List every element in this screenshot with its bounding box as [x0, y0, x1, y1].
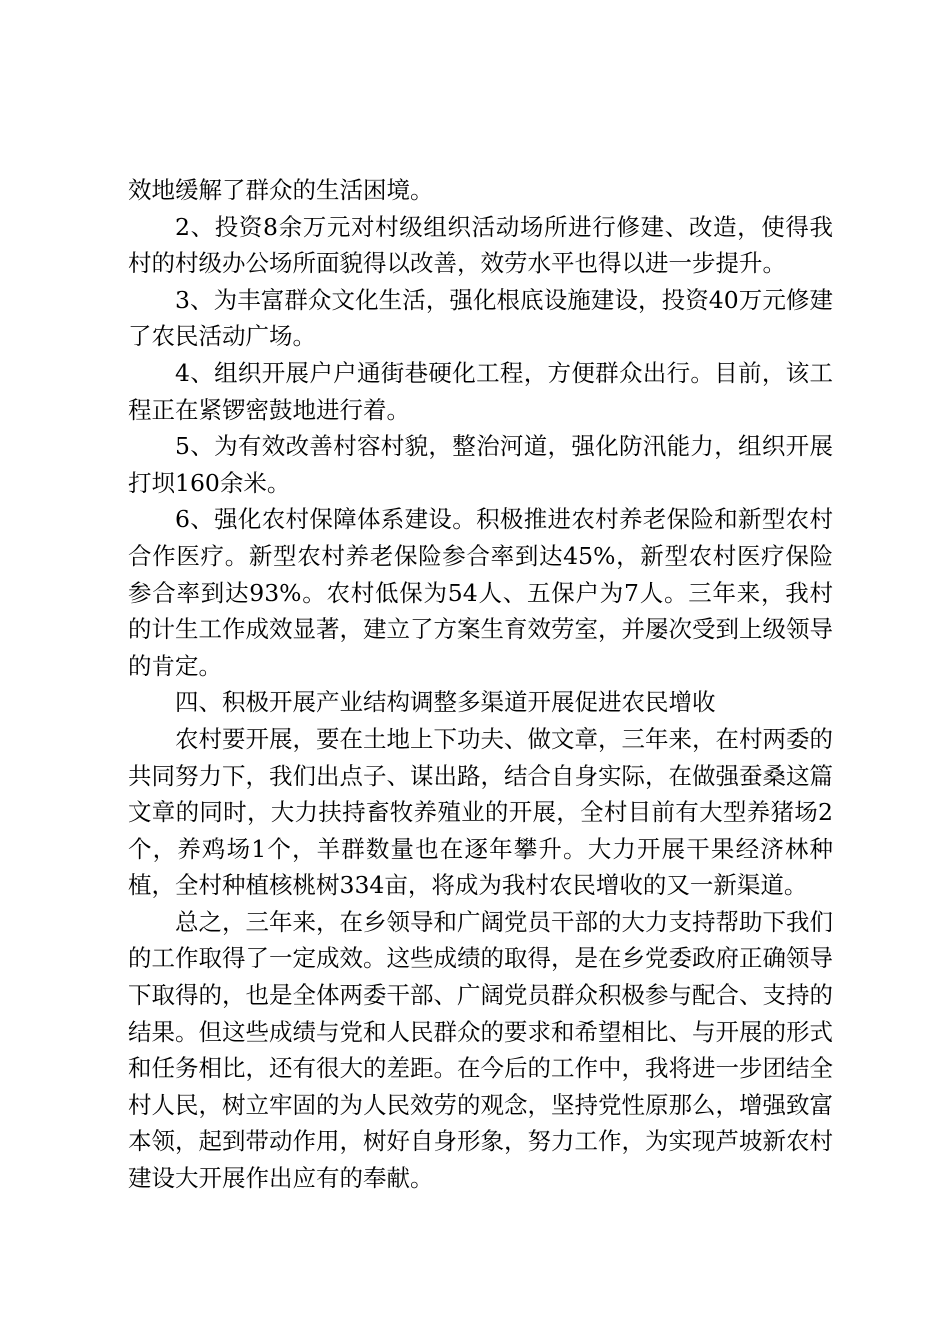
- paragraph-item-6: 6、强化农村保障体系建设。积极推进农村养老保险和新型农村合作医疗。新型农村养老保险参合率到达45%，新型农村医疗保险参合率到达93%。农村低保为54人、五保户为7人。三年来，我村的计生工作成效显著，建立了方案生育效劳室，并屡次受到上级领导的肯定。: [128, 505, 833, 680]
- paragraph-conclusion: 总之，三年来，在乡领导和广阔党员干部的大力支持帮助下我们的工作取得了一定成效。这些成绩的取得，是在乡党委政府正确领导下取得的，也是全体两委干部、广阔党员群众积极参与配合、支持的结果。但这些成绩与党和人民群众的要求和希望相比、与开展的形式和任务相比，还有很大的差距。在今后的工作中，我将进一步团结全村人民，树立牢固的为人民效劳的观念，坚持党性原那么，增强致富本领，起到带动作用，树好自身形象，努力工作，为实现芦坡新农村建设大开展作出应有的奉献。: [128, 907, 833, 1193]
- document-body: [128, 172, 833, 1197]
- paragraph-continuation: 效地缓解了群众的生活困境。: [128, 176, 434, 204]
- paragraph-item-5: 5、为有效改善村容村貌，整治河道，强化防汛能力，组织开展打坝160余米。: [128, 432, 833, 497]
- paragraph-item-4: 4、组织开展户户通街巷硬化工程，方便群众出行。目前，该工程正在紧锣密鼓地进行着。: [128, 358, 833, 424]
- paragraph-item-2: 2、投资8余万元对村级组织活动场所进行修建、改造，使得我村的村级办公场所面貌得以改善，效劳水平也得以进一步提升。: [128, 212, 833, 278]
- paragraph-item-3: 3、为丰富群众文化生活，强化根底设施建设，投资40万元修建了农民活动广场。: [128, 285, 833, 351]
- paragraph-agriculture: 农村要开展，要在土地上下功夫、做文章，三年来，在村两委的共同努力下，我们出点子、谋出路，结合自身实际，在做强蚕桑这篇文章的同时，大力扶持畜牧养殖业的开展，全村目前有大型养猪场2个，养鸡场1个，羊群数量也在逐年攀升。大力开展干果经济林种植，全村种植核桃树334亩，将成为我村农民增收的又一新渠道。: [128, 724, 833, 900]
- section-heading-4: 四、积极开展产业结构调整多渠道开展促进农民增收: [175, 688, 716, 717]
